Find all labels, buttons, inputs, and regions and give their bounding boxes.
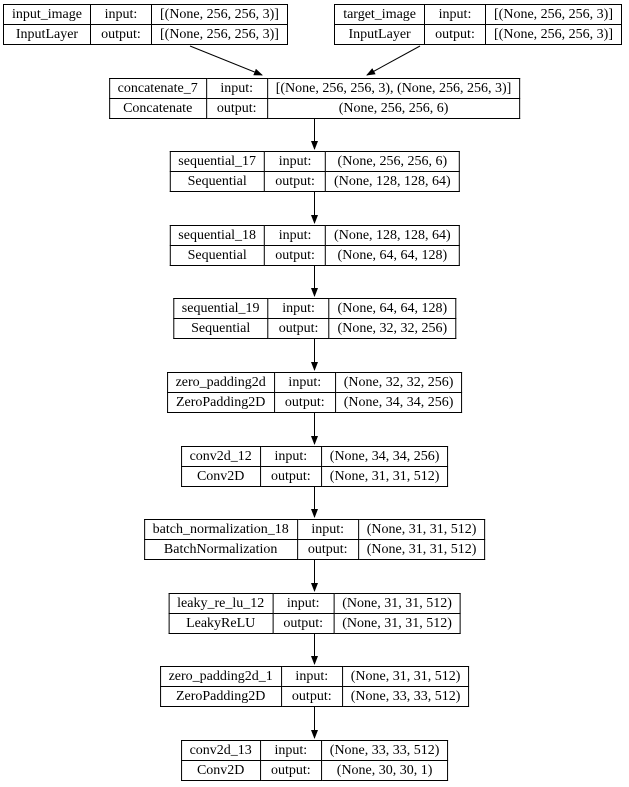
layer-type: BatchNormalization bbox=[144, 540, 297, 560]
output-label: output: bbox=[425, 25, 486, 45]
layer-name: input_image bbox=[4, 5, 91, 25]
layer-name: zero_padding2d_1 bbox=[160, 667, 281, 687]
layer-node-zero-padding2d bbox=[167, 372, 463, 413]
layer-node-input-image bbox=[3, 4, 288, 45]
input-shape: (None, 64, 64, 128) bbox=[329, 299, 456, 319]
layer-name: sequential_17 bbox=[170, 152, 265, 172]
output-shape: (None, 32, 32, 256) bbox=[329, 319, 456, 339]
layer-type: Sequential bbox=[170, 172, 265, 192]
edge-target-image-to-concatenate-7 bbox=[367, 46, 420, 75]
layer-node-conv2d-13 bbox=[181, 740, 449, 781]
input-shape: (None, 31, 31, 512) bbox=[342, 667, 469, 687]
input-shape: (None, 34, 34, 256) bbox=[321, 447, 448, 467]
layer-node-leaky-re-lu-12 bbox=[168, 593, 461, 634]
layer-type: Conv2D bbox=[181, 761, 260, 781]
output-shape: (None, 31, 31, 512) bbox=[358, 540, 485, 560]
input-shape: [(None, 256, 256, 3), (None, 256, 256, 3)] bbox=[267, 79, 520, 99]
input-shape: (None, 31, 31, 512) bbox=[358, 520, 485, 540]
edge-input-image-to-concatenate-7 bbox=[190, 46, 262, 75]
output-label: output: bbox=[265, 172, 326, 192]
output-label: output: bbox=[206, 99, 267, 119]
layer-type: ZeroPadding2D bbox=[167, 393, 274, 413]
input-label: input: bbox=[273, 594, 334, 614]
layer-name: sequential_18 bbox=[170, 226, 265, 246]
output-label: output: bbox=[260, 761, 321, 781]
output-label: output: bbox=[260, 467, 321, 487]
output-label: output: bbox=[265, 246, 326, 266]
layer-name: concatenate_7 bbox=[109, 79, 206, 99]
output-shape: [(None, 256, 256, 3)] bbox=[152, 25, 288, 45]
output-shape: (None, 31, 31, 512) bbox=[334, 614, 461, 634]
output-shape: (None, 34, 34, 256) bbox=[335, 393, 462, 413]
output-shape: (None, 33, 33, 512) bbox=[342, 687, 469, 707]
layer-type: Sequential bbox=[173, 319, 268, 339]
layer-type: LeakyReLU bbox=[169, 614, 273, 634]
output-label: output: bbox=[268, 319, 329, 339]
output-shape: (None, 64, 64, 128) bbox=[326, 246, 460, 266]
layer-type: Conv2D bbox=[181, 467, 260, 487]
layer-name: batch_normalization_18 bbox=[144, 520, 297, 540]
output-label: output: bbox=[274, 393, 335, 413]
layer-type: Sequential bbox=[170, 246, 265, 266]
input-label: input: bbox=[91, 5, 152, 25]
input-shape: (None, 33, 33, 512) bbox=[321, 741, 448, 761]
output-label: output: bbox=[281, 687, 342, 707]
input-label: input: bbox=[297, 520, 358, 540]
input-label: input: bbox=[260, 447, 321, 467]
input-shape: (None, 256, 256, 6) bbox=[326, 152, 460, 172]
output-label: output: bbox=[297, 540, 358, 560]
output-shape: [(None, 256, 256, 3)] bbox=[486, 25, 622, 45]
output-shape: (None, 30, 30, 1) bbox=[321, 761, 448, 781]
input-label: input: bbox=[274, 373, 335, 393]
layer-name: zero_padding2d bbox=[167, 373, 274, 393]
input-shape: [(None, 256, 256, 3)] bbox=[486, 5, 622, 25]
input-label: input: bbox=[265, 152, 326, 172]
layer-node-target-image bbox=[334, 4, 622, 45]
layer-name: conv2d_13 bbox=[181, 741, 260, 761]
layer-name: conv2d_12 bbox=[181, 447, 260, 467]
input-shape: (None, 32, 32, 256) bbox=[335, 373, 462, 393]
layer-name: sequential_19 bbox=[173, 299, 268, 319]
output-label: output: bbox=[91, 25, 152, 45]
layer-name: target_image bbox=[335, 5, 425, 25]
input-shape: [(None, 256, 256, 3)] bbox=[152, 5, 288, 25]
layer-node-sequential-18 bbox=[169, 225, 459, 266]
layer-node-batch-normalization-18 bbox=[144, 519, 486, 560]
input-label: input: bbox=[265, 226, 326, 246]
layer-node-sequential-17 bbox=[169, 151, 459, 192]
input-shape: (None, 128, 128, 64) bbox=[326, 226, 460, 246]
layer-type: Concatenate bbox=[109, 99, 206, 119]
output-shape: (None, 256, 256, 6) bbox=[267, 99, 520, 119]
output-label: output: bbox=[273, 614, 334, 634]
input-label: input: bbox=[206, 79, 267, 99]
input-label: input: bbox=[281, 667, 342, 687]
layer-type: InputLayer bbox=[335, 25, 425, 45]
layer-node-concatenate-7 bbox=[109, 78, 521, 119]
layer-name: leaky_re_lu_12 bbox=[169, 594, 273, 614]
layer-node-conv2d-12 bbox=[181, 446, 449, 487]
layer-type: ZeroPadding2D bbox=[160, 687, 281, 707]
input-label: input: bbox=[425, 5, 486, 25]
input-label: input: bbox=[268, 299, 329, 319]
output-shape: (None, 31, 31, 512) bbox=[321, 467, 448, 487]
output-shape: (None, 128, 128, 64) bbox=[326, 172, 460, 192]
layer-node-sequential-19 bbox=[173, 298, 456, 339]
input-shape: (None, 31, 31, 512) bbox=[334, 594, 461, 614]
input-label: input: bbox=[260, 741, 321, 761]
layer-type: InputLayer bbox=[4, 25, 91, 45]
layer-node-zero-padding2d-1 bbox=[160, 666, 470, 707]
